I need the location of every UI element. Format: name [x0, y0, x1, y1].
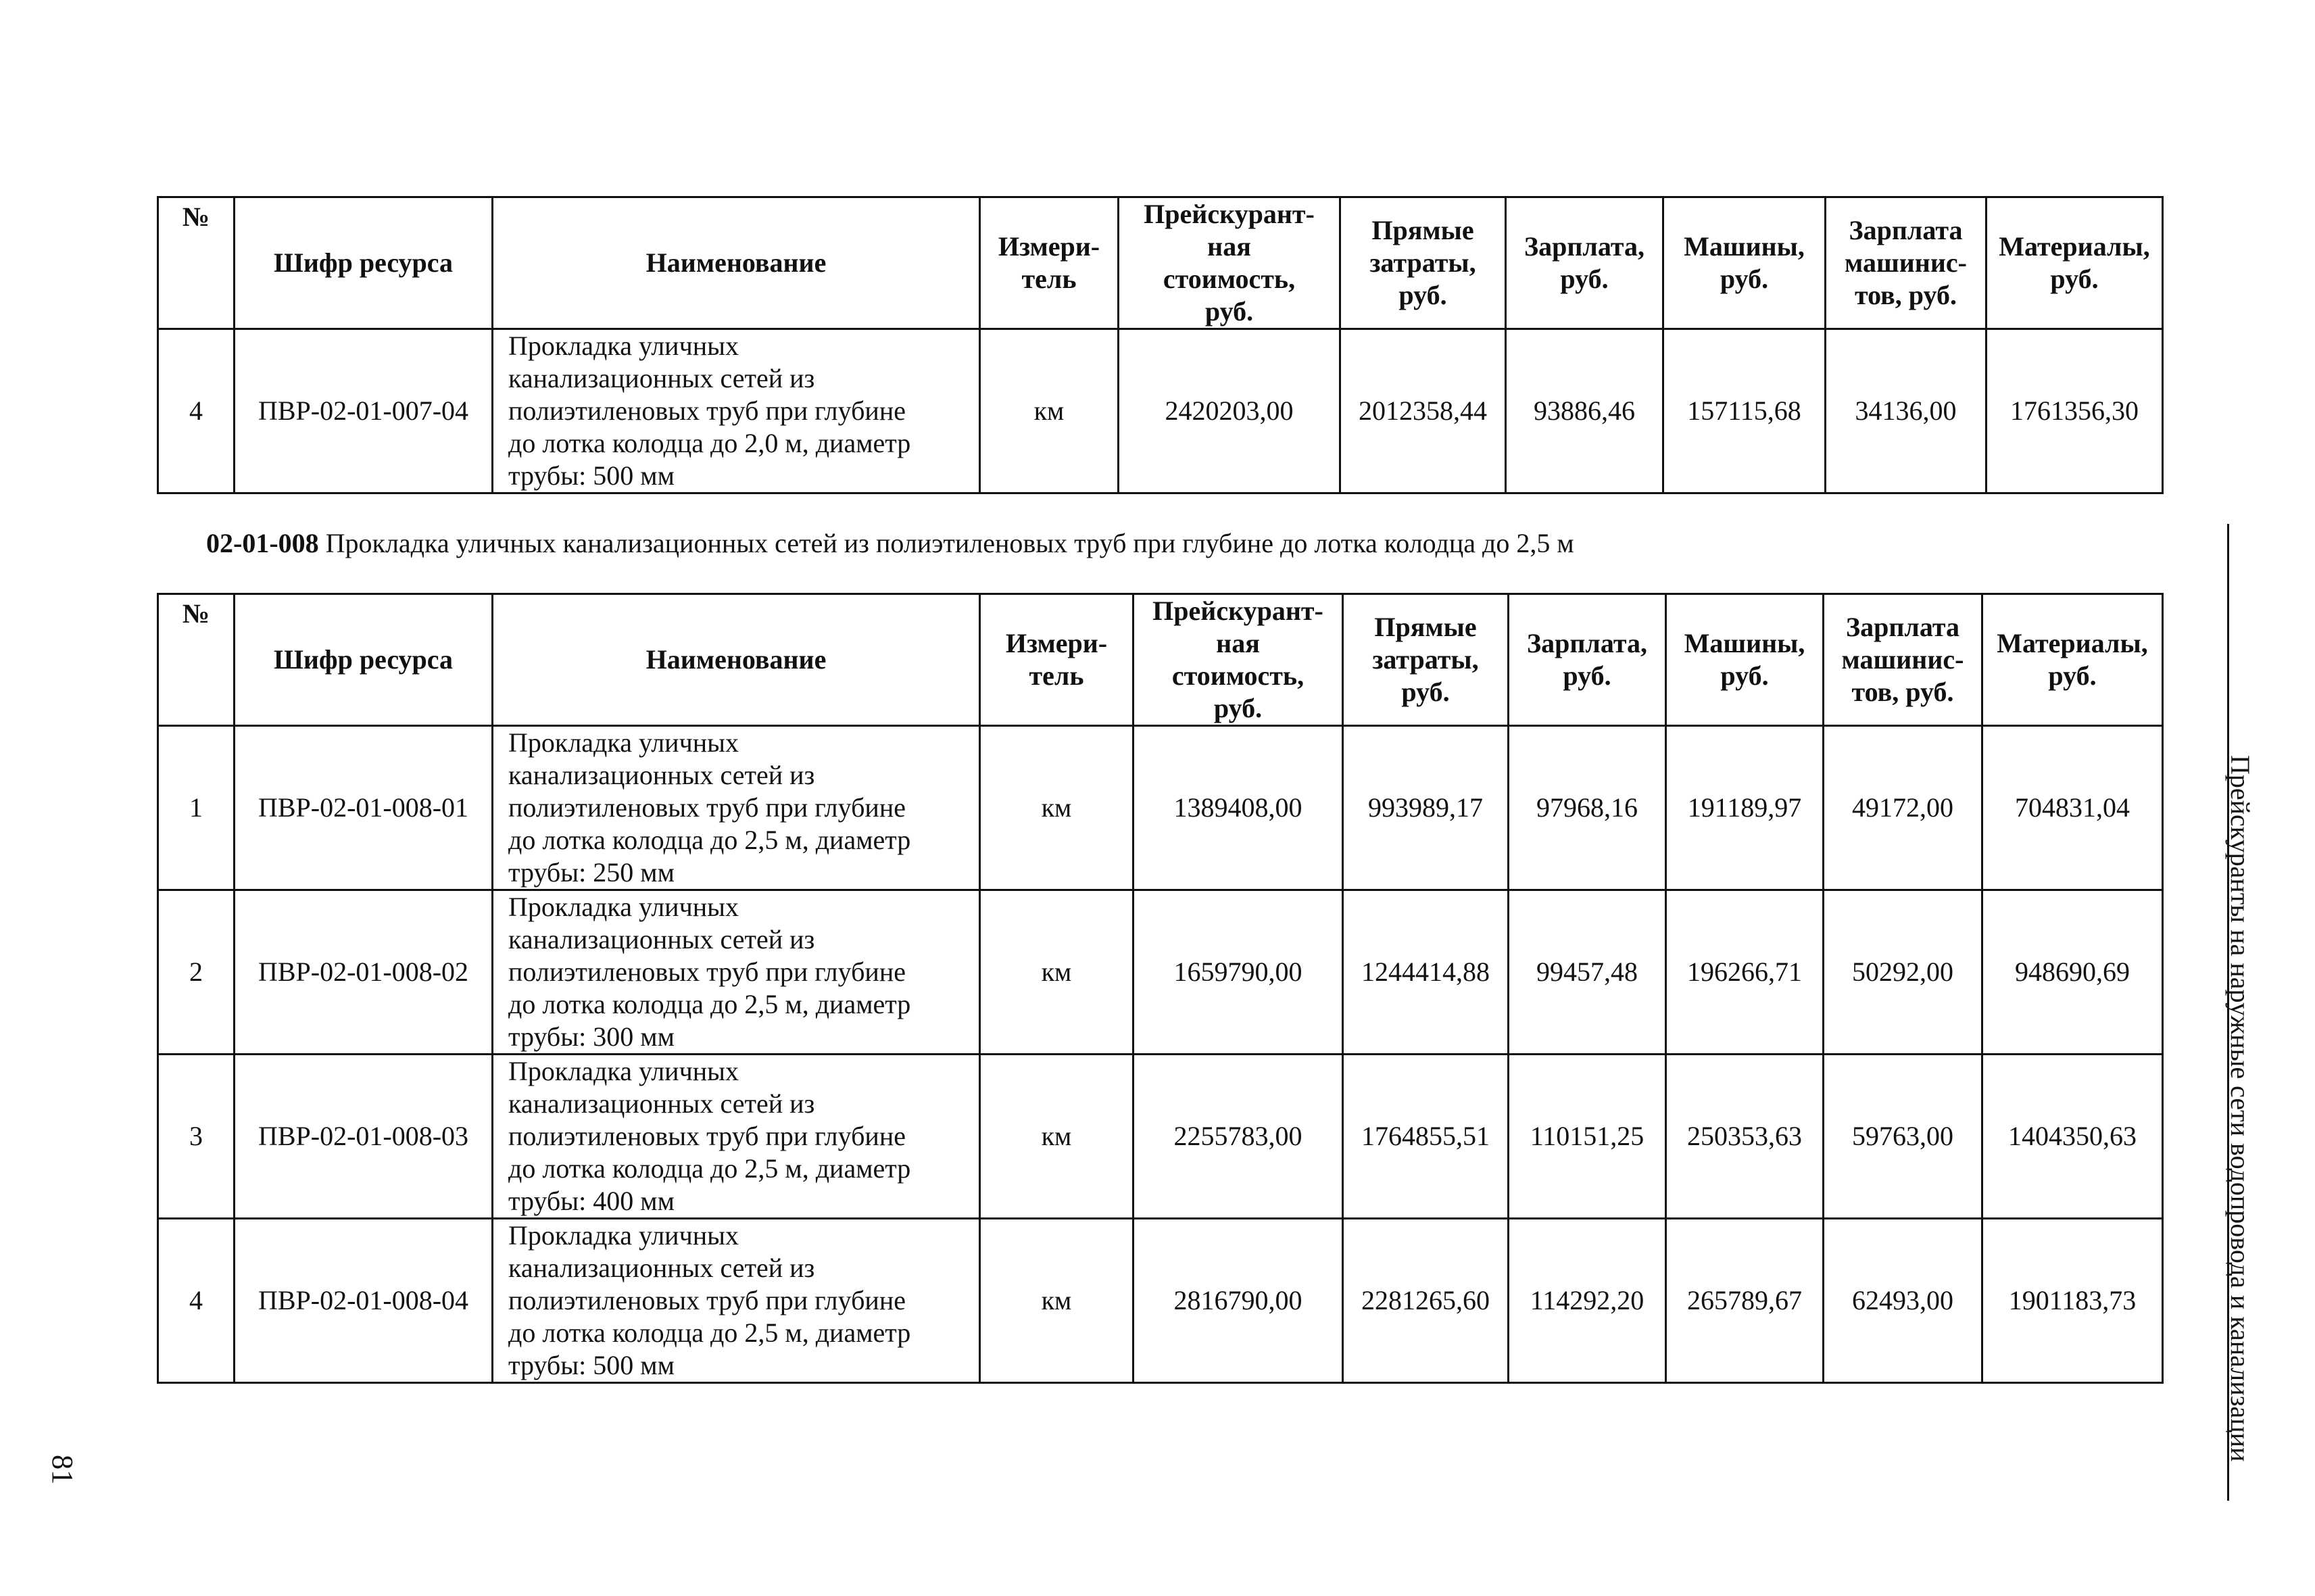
header-num: № [158, 197, 235, 329]
header-operator-salary: Зарплата машинис- тов, руб. [1826, 197, 1987, 329]
header-materials: Материалы, руб. [1987, 197, 2163, 329]
cell-name: Прокладка уличных канализационных сетей из полиэтиленовых труб при глубине до лотка колодца до 2,5 м, диаметр трубы: 300 мм [493, 890, 980, 1055]
cell-price: 2255783,00 [1134, 1055, 1343, 1219]
cell-salary: 110151,25 [1509, 1055, 1666, 1219]
cell-num: 2 [158, 890, 235, 1055]
header-materials: Материалы, руб. [1982, 594, 2163, 726]
cell-salary: 114292,20 [1509, 1219, 1666, 1383]
cell-name: Прокладка уличных канализационных сетей из полиэтиленовых труб при глубине до лотка колодца до 2,5 м, диаметр трубы: 250 мм [493, 726, 980, 890]
cell-operator-salary: 62493,00 [1824, 1219, 1982, 1383]
header-num: № [158, 594, 235, 726]
header-machines: Машины, руб. [1666, 594, 1824, 726]
section-title: Прокладка уличных канализационных сетей из полиэтиленовых труб при глубине до лотка колодца до 2,5 м [325, 528, 1574, 558]
cell-machines: 250353,63 [1666, 1055, 1824, 1219]
header-price: Прейскурант- ная стоимость, руб. [1134, 594, 1343, 726]
cell-unit: км [980, 1055, 1134, 1219]
cell-unit: км [980, 890, 1134, 1055]
table-row [158, 890, 2163, 1055]
cell-salary: 93886,46 [1506, 329, 1663, 493]
cell-price: 2420203,00 [1119, 329, 1340, 493]
table-row [158, 1219, 2163, 1383]
cell-price: 1389408,00 [1134, 726, 1343, 890]
cell-machines: 157115,68 [1663, 329, 1826, 493]
cell-operator-salary: 49172,00 [1824, 726, 1982, 890]
header-unit: Измери- тель [980, 594, 1134, 726]
cell-name: Прокладка уличных канализационных сетей из полиэтиленовых труб при глубине до лотка колодца до 2,5 м, диаметр трубы: 400 мм [493, 1055, 980, 1219]
cell-direct: 993989,17 [1343, 726, 1509, 890]
table-row [158, 329, 2163, 493]
header-salary: Зарплата, руб. [1506, 197, 1663, 329]
cell-unit: км [980, 329, 1119, 493]
cell-code: ПВР-02-01-008-01 [235, 726, 493, 890]
cell-materials: 1761356,30 [1987, 329, 2163, 493]
cell-code: ПВР-02-01-007-04 [235, 329, 493, 493]
cell-machines: 196266,71 [1666, 890, 1824, 1055]
header-code: Шифр ресурса [235, 197, 493, 329]
cell-unit: км [980, 1219, 1134, 1383]
cell-salary: 99457,48 [1509, 890, 1666, 1055]
cell-operator-salary: 50292,00 [1824, 890, 1982, 1055]
section-heading [206, 527, 1574, 560]
cell-salary: 97968,16 [1509, 726, 1666, 890]
cell-num: 4 [158, 1219, 235, 1383]
cell-operator-salary: 34136,00 [1826, 329, 1987, 493]
cell-direct: 2012358,44 [1340, 329, 1506, 493]
cell-unit: км [980, 726, 1134, 890]
cell-name: Прокладка уличных канализационных сетей из полиэтиленовых труб при глубине до лотка колодца до 2,0 м, диаметр трубы: 500 мм [493, 329, 980, 493]
header-name: Наименование [493, 594, 980, 726]
header-operator-salary: Зарплата машинис- тов, руб. [1824, 594, 1982, 726]
header-unit: Измери- тель [980, 197, 1119, 329]
table-row [158, 1055, 2163, 1219]
cell-materials: 1901183,73 [1982, 1219, 2163, 1383]
cell-price: 2816790,00 [1134, 1219, 1343, 1383]
cell-materials: 1404350,63 [1982, 1055, 2163, 1219]
price-table-008 [157, 593, 2164, 1384]
header-salary: Зарплата, руб. [1509, 594, 1666, 726]
cell-num: 3 [158, 1055, 235, 1219]
cell-code: ПВР-02-01-008-04 [235, 1219, 493, 1383]
cell-num: 1 [158, 726, 235, 890]
cell-operator-salary: 59763,00 [1824, 1055, 1982, 1219]
cell-direct: 1764855,51 [1343, 1055, 1509, 1219]
header-price: Прейскурант- ная стоимость, руб. [1119, 197, 1340, 329]
cell-materials: 948690,69 [1982, 890, 2163, 1055]
side-running-title: Прейскуранты на наружные сети водопровода и канализации [2225, 755, 2256, 1462]
cell-materials: 704831,04 [1982, 726, 2163, 890]
header-direct: Прямые затраты, руб. [1343, 594, 1509, 726]
cell-direct: 1244414,88 [1343, 890, 1509, 1055]
header-row [158, 594, 2163, 726]
cell-code: ПВР-02-01-008-03 [235, 1055, 493, 1219]
header-row [158, 197, 2163, 329]
cell-price: 1659790,00 [1134, 890, 1343, 1055]
header-direct: Прямые затраты, руб. [1340, 197, 1506, 329]
table-row [158, 726, 2163, 890]
page-number: 81 [46, 1455, 79, 1484]
header-machines: Машины, руб. [1663, 197, 1826, 329]
cell-machines: 265789,67 [1666, 1219, 1824, 1383]
cell-direct: 2281265,60 [1343, 1219, 1509, 1383]
cell-num: 4 [158, 329, 235, 493]
header-name: Наименование [493, 197, 980, 329]
cell-code: ПВР-02-01-008-02 [235, 890, 493, 1055]
cell-name: Прокладка уличных канализационных сетей из полиэтиленовых труб при глубине до лотка колодца до 2,5 м, диаметр трубы: 500 мм [493, 1219, 980, 1383]
cell-machines: 191189,97 [1666, 726, 1824, 890]
price-table-007 [157, 196, 2164, 494]
section-code: 02-01-008 [206, 528, 319, 558]
header-code: Шифр ресурса [235, 594, 493, 726]
